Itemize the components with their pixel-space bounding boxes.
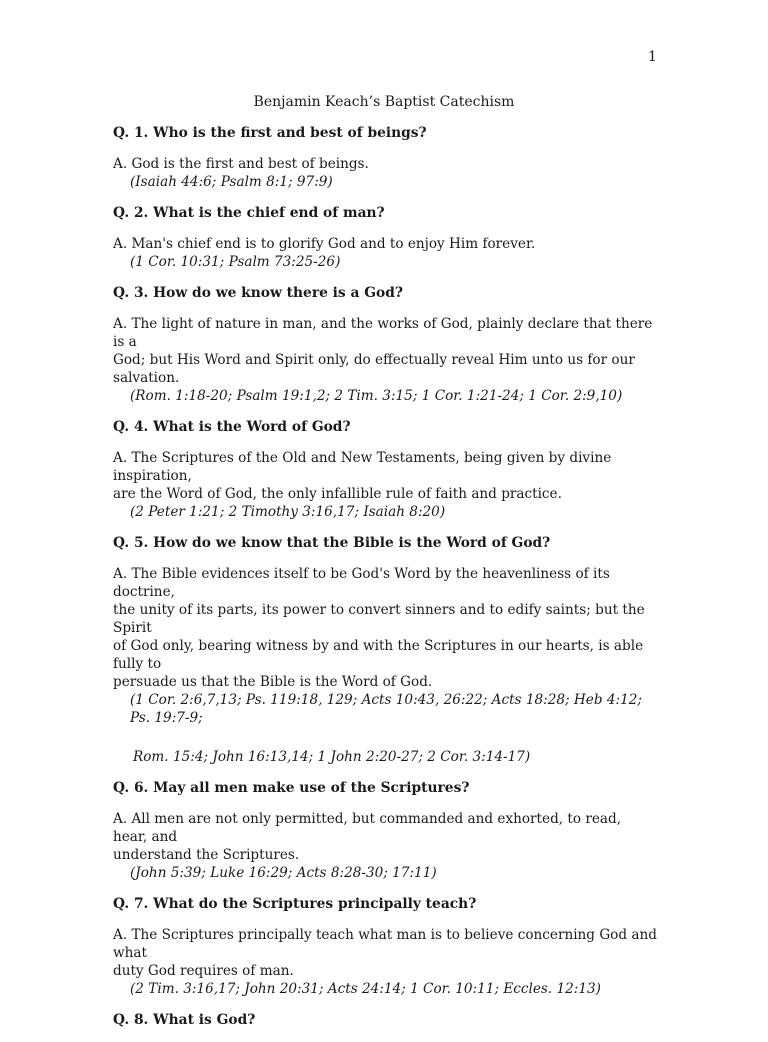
question-4: Q. 4. What is the Word of God? bbox=[113, 419, 351, 435]
catechism-item-2 bbox=[113, 204, 658, 271]
question-3: Q. 3. How do we know there is a God? bbox=[113, 285, 403, 301]
answer-line: persuade us that the Bible is the Word of God. bbox=[113, 674, 433, 690]
answer-line: salvation. bbox=[113, 370, 180, 386]
catechism-item-1 bbox=[113, 124, 658, 191]
references-1: (Isaiah 44:6; Psalm 8:1; 97:9) bbox=[130, 174, 333, 190]
answer-1: A. God is the first and best of beings. bbox=[113, 156, 369, 172]
answer-line: the unity of its parts, its power to convert sinners and to edify saints; but the Spirit bbox=[113, 602, 645, 636]
answer-line: A. The Scriptures of the Old and New Testaments, being given by divine inspiration, bbox=[113, 450, 612, 484]
answer-4 bbox=[113, 449, 658, 503]
question-2: Q. 2. What is the chief end of man? bbox=[113, 205, 385, 221]
answer-line: A. The light of nature in man, and the works of God, plainly declare that there is a bbox=[113, 316, 653, 350]
question-8: Q. 8. What is God? bbox=[113, 1012, 256, 1028]
answer-line: A. All men are not only permitted, but commanded and exhorted, to read, hear, and bbox=[113, 811, 622, 845]
page-number: 1 bbox=[648, 49, 657, 65]
question-6: Q. 6. May all men make use of the Scriptures? bbox=[113, 780, 470, 796]
catechism-item-3 bbox=[113, 284, 658, 405]
references-5: (1 Cor. 2:6,7,13; Ps. 119:18, 129; Acts 10:43, 26:22; Acts 18:28; Heb 4:12; Ps. 19:7-9; bbox=[130, 692, 642, 726]
catechism-item-7 bbox=[113, 895, 658, 998]
answer-line: God; but His Word and Spirit only, do effectually reveal Him unto us for our bbox=[113, 352, 635, 368]
document-title: Benjamin Keach’s Baptist Catechism bbox=[253, 94, 515, 110]
references-7: (2 Tim. 3:16,17; John 20:31; Acts 24:14; 1 Cor. 10:11; Eccles. 12:13) bbox=[130, 981, 601, 997]
references-3: (Rom. 1:18-20; Psalm 19:1,2; 2 Tim. 3:15; 1 Cor. 1:21-24; 1 Cor. 2:9,10) bbox=[130, 388, 623, 404]
catechism-item-8 bbox=[113, 1011, 658, 1029]
references-4: (2 Peter 1:21; 2 Timothy 3:16,17; Isaiah 8:20) bbox=[130, 504, 446, 520]
question-7: Q. 7. What do the Scriptures principally teach? bbox=[113, 896, 477, 912]
references-2: (1 Cor. 10:31; Psalm 73:25-26) bbox=[130, 254, 341, 270]
answer-5 bbox=[113, 565, 658, 691]
answer-line: duty God requires of man. bbox=[113, 963, 294, 979]
catechism-item-4 bbox=[113, 418, 658, 521]
references-6: (John 5:39; Luke 16:29; Acts 8:28-30; 17:11) bbox=[130, 865, 437, 881]
answer-3 bbox=[113, 315, 658, 387]
catechism-item-6 bbox=[113, 779, 658, 882]
answer-line: A. The Bible evidences itself to be God's Word by the heavenliness of its doctrine, bbox=[113, 566, 610, 600]
answer-line: are the Word of God, the only infallible rule of faith and practice. bbox=[113, 486, 562, 502]
answer-2: A. Man's chief end is to glorify God and to enjoy Him forever. bbox=[113, 236, 536, 252]
answer-line: A. The Scriptures principally teach what man is to believe concerning God and what bbox=[113, 927, 657, 961]
catechism-body bbox=[113, 124, 658, 1042]
answer-line: understand the Scriptures. bbox=[113, 847, 300, 863]
catechism-item-5 bbox=[113, 534, 658, 766]
answer-6 bbox=[113, 810, 658, 864]
answer-7 bbox=[113, 926, 658, 980]
spacer bbox=[113, 727, 658, 748]
answer-line: of God only, bearing witness by and with the Scriptures in our hearts, is able fully to bbox=[113, 638, 644, 672]
question-1: Q. 1. Who is the first and best of beings? bbox=[113, 125, 427, 141]
references-5-continued: Rom. 15:4; John 16:13,14; 1 John 2:20-27; 2 Cor. 3:14-17) bbox=[133, 749, 531, 765]
question-5: Q. 5. How do we know that the Bible is the Word of God? bbox=[113, 535, 551, 551]
